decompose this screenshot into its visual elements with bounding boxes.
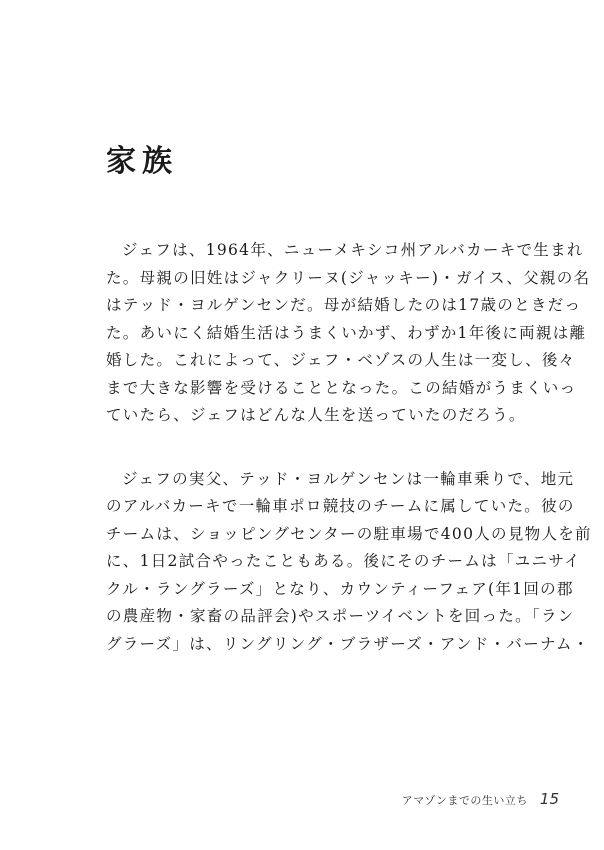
body-text xyxy=(106,237,592,658)
text-line: グラーズ」は、リングリング・ブラザーズ・アンド・バーナム・ xyxy=(106,634,590,653)
text-line: ていたら、ジェフはどんな人生を送っていたのだろう。 xyxy=(106,406,526,424)
chapter-title: 家族 xyxy=(106,144,178,179)
text-line: ジェフは、1964年、ニューメキシコ州アルバカーキで生まれ xyxy=(122,241,584,259)
text-line: ジェフの実父、テッド・ヨルゲンセンは一輪車乗りで、地元 xyxy=(122,469,575,488)
text-line: はテッド・ヨルゲンセンだ。母が結婚したのは17歳のときだっ xyxy=(106,296,582,314)
text-line: のアルバカーキで一輪車ポロ競技のチームに属していた。彼の xyxy=(106,497,575,515)
text-line: まで大きな影響を受けることとなった。この結婚がうまくいっ xyxy=(106,378,577,397)
page-footer xyxy=(402,790,559,808)
running-head: アマゾンまでの生い立ち xyxy=(401,794,528,807)
text-line: クル・ラングラーズ」となり、カウンティーフェア(年1回の郡 xyxy=(106,579,574,598)
text-line: の農産物・家畜の品評会)やスポーツイベントを回った。「ラン xyxy=(106,607,575,625)
text-line: た。母親の旧姓はジャクリーヌ(ジャッキー)・ガイス、父親の名 xyxy=(106,268,591,287)
text-line: た。あいにく結婚生活はうまくいかず、わずか1年後に両親は離 xyxy=(106,323,587,342)
text-line: チームは、ショッピングセンターの駐車場で400人の見物人を前 xyxy=(106,524,592,543)
paragraph-2 xyxy=(106,466,592,659)
paragraph-1 xyxy=(106,237,591,430)
text-line: に、1日2試合やったこともある。後にそのチームは「ユニサイ xyxy=(106,552,581,570)
page-number: 15 xyxy=(539,790,559,808)
text-line: 婚した。これによって、ジェフ・ベゾスの人生は一変し、後々 xyxy=(106,351,576,369)
